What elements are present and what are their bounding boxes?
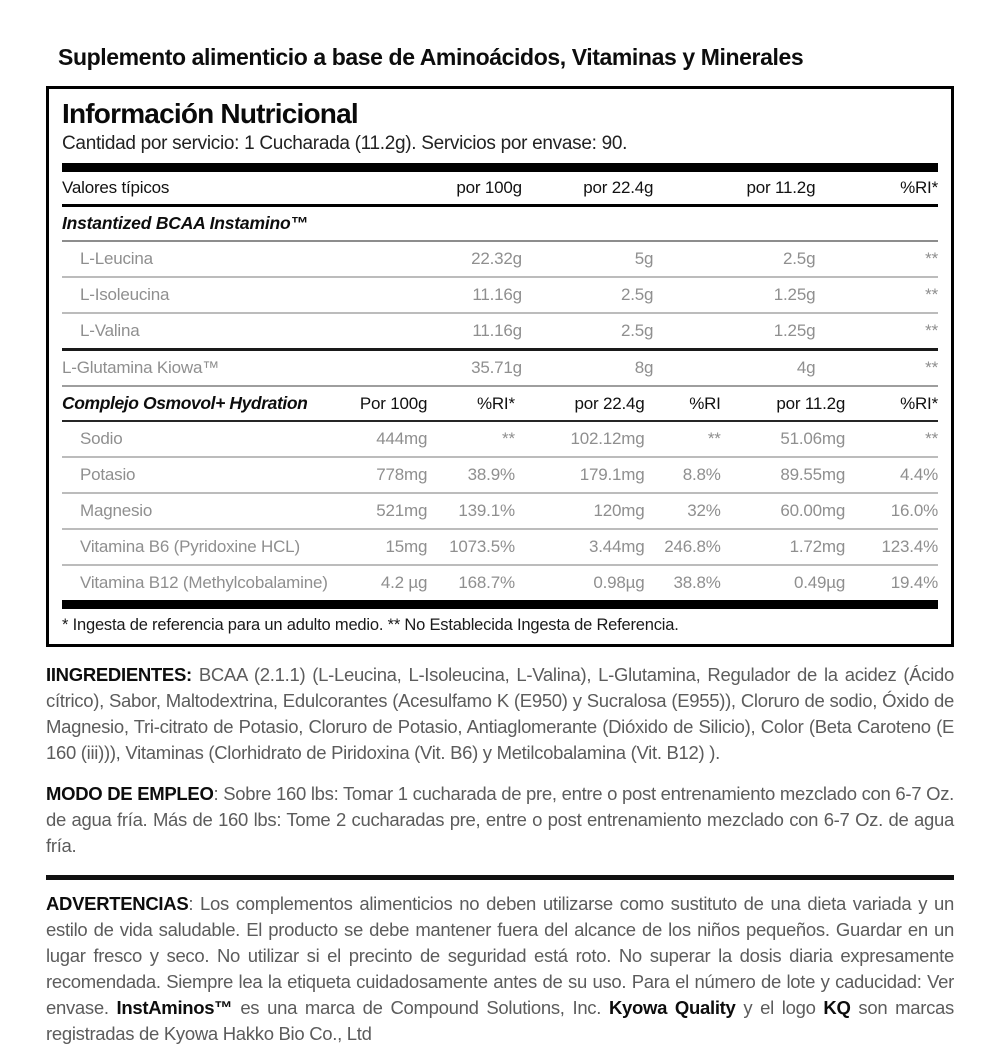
nutrient-value: 1.25g <box>653 277 815 313</box>
nutrient-value: 89.55mg <box>721 457 845 493</box>
nutrient-value: 1.72mg <box>721 529 845 565</box>
column-header-per-11g: por 11.2g <box>653 172 815 206</box>
nutrient-ri: 1073.5% <box>427 529 515 565</box>
section-title-bcaa: Instantized BCAA Instamino™ <box>62 206 938 242</box>
hydration-section-table <box>62 387 938 600</box>
table-row-potasio <box>62 457 938 493</box>
table-header-row <box>62 172 938 206</box>
nutrient-value: 35.71g <box>360 350 522 387</box>
nutrient-ri: 139.1% <box>427 493 515 529</box>
nutrient-label: L-Valina <box>62 313 360 350</box>
nutrient-value: 2.5g <box>653 241 815 277</box>
nutrient-ri: ** <box>815 241 938 277</box>
nutrient-value: 0.49µg <box>793 573 846 592</box>
thick-divider-top <box>62 163 938 172</box>
warnings-text: es una marca de Compound Solutions, Inc. <box>232 997 609 1018</box>
section-header-hydration <box>62 387 938 421</box>
column-header-typical-values: Valores típicos <box>62 172 360 206</box>
column-header-per-11g: por 11.2g <box>721 387 845 421</box>
nutrient-value: 2.5g <box>522 277 653 313</box>
column-header-per-22g: por 22.4g <box>515 387 645 421</box>
brand-kq: KQ <box>823 997 851 1018</box>
nutrient-value: 179.1mg <box>515 457 645 493</box>
nutrient-label: L-Glutamina Kiowa™ <box>62 350 360 387</box>
nutrient-value: 51.06mg <box>721 421 845 457</box>
column-header-per-22g: por 22.4g <box>522 172 653 206</box>
nutrient-value: 5g <box>522 241 653 277</box>
usage-text: : Sobre 160 lbs: Tomar 1 cucharada de pre, entre o post entrenamiento mezclado con 6-7 Oz. de agua fría. Más de 160 lbs: Tome 2 cucharadas pre, entre o post entrenamiento mezclado con 6-7 Oz. de agua fría. <box>46 783 954 856</box>
section-title-hydration: Complejo Osmovol+ Hydration <box>62 387 307 421</box>
reference-footnote: * Ingesta de referencia para un adulto medio. ** No Establecida Ingesta de Referencia. <box>62 616 679 634</box>
column-header-ri: %RI* <box>845 387 938 421</box>
usage-heading: MODO DE EMPLEO <box>46 783 214 804</box>
nutrient-label: L-Isoleucina <box>62 277 360 313</box>
warnings-text: : Los complementos alimenticios no deben utilizarse como sustituto de una dieta variada y un estilo de vida saludable. El producto se debe mantener fuera del alcance de los niños pequeños. Guardar en un lugar fresco y seco. No utilizar si el precinto de seguridad está roto. No superar la dosis diaria expresamente recomendada. Siempre lea la etiqueta cuidadosamente antes de su uso. Para el número de lote y caducidad: Ver envase. <box>46 893 954 1018</box>
nutrient-ri: 123.4% <box>845 529 938 565</box>
nutrient-ri: 32% <box>645 493 721 529</box>
nutrition-facts-panel <box>46 86 954 647</box>
brand-instaminos: InstAminos™ <box>116 997 233 1018</box>
nutrient-ri: 38.9% <box>427 457 515 493</box>
brand-kyowa-quality: Kyowa Quality <box>608 997 736 1018</box>
nutrient-value: 521mg <box>307 493 427 529</box>
nutrient-value: 444mg <box>307 421 427 457</box>
warnings-heading: ADVERTENCIAS <box>46 893 189 914</box>
table-row-vitamina-b12 <box>62 565 938 600</box>
thick-divider-bottom <box>62 600 938 609</box>
nutrient-value: 15mg <box>307 529 427 565</box>
table-row-vitamina-b6 <box>62 529 938 565</box>
usage-paragraph <box>46 781 954 859</box>
nutrient-value: 1.25g <box>653 313 815 350</box>
nutrient-label: L-Leucina <box>62 241 360 277</box>
bcaa-section-table <box>62 172 938 387</box>
nutrient-ri: ** <box>815 350 938 387</box>
nutrient-ri: 4.4% <box>845 457 938 493</box>
column-header-ri: %RI <box>645 387 721 421</box>
nutrient-ri: 246.8% <box>645 529 721 565</box>
column-header-per-100g: por 100g <box>360 172 522 206</box>
nutrient-label: Vitamina B12 (Methylcobalamine) <box>80 573 328 592</box>
nutrient-ri: ** <box>815 313 938 350</box>
nutrient-ri: ** <box>645 421 721 457</box>
warnings-text: son marcas registradas de Kyowa Hakko Bio Co., Ltd <box>46 997 954 1044</box>
section-divider <box>46 875 954 880</box>
nutrient-ri: ** <box>427 421 515 457</box>
nutrient-value: 22.32g <box>360 241 522 277</box>
nutrient-label: Potasio <box>62 457 307 493</box>
nutrient-label: Vitamina B6 (Pyridoxine HCL) <box>62 529 307 565</box>
ingredients-text: BCAA (2.1.1) (L-Leucina, L-Isoleucina, L-Valina), L-Glutamina, Regulador de la acidez (Ácido cítrico), Sabor, Maltodextrina, Edulcorantes (Acesulfamo K (E950) y Sucralosa (E955)), Cloruro de sodio, Óxido de Magnesio, Tri-citrato de Potasio, Cloruro de Potasio, Antiaglomerante (Dióxido de Silicio), Color (Beta Caroteno (E 160 (iii))), Vitaminas (Clorhidrato de Piridoxina (Vit. B6) y Metilcobalamina (Vit. B12) ). <box>46 664 954 763</box>
nutrient-value: 102.12mg <box>515 421 645 457</box>
serving-info: Cantidad por servicio: 1 Cucharada (11.2g). Servicios por envase: 90. <box>62 133 628 154</box>
nutrient-value: 4g <box>653 350 815 387</box>
warnings-text: y el logo <box>735 997 824 1018</box>
table-row-magnesio <box>62 493 938 529</box>
ingredients-heading: IINGREDIENTES: <box>46 664 192 685</box>
nutrient-value: 60.00mg <box>721 493 845 529</box>
nutrient-ri: 8.8% <box>645 457 721 493</box>
section-header-bcaa <box>62 206 938 242</box>
nutrient-label: Sodio <box>62 421 307 457</box>
table-row-valina <box>62 313 938 350</box>
nutrient-value: 2.5g <box>522 313 653 350</box>
panel-title: Información Nutricional <box>62 98 358 129</box>
product-subtitle: Suplemento alimenticio a base de Aminoácidos, Vitaminas y Minerales <box>58 44 804 70</box>
nutrient-ri: ** <box>815 277 938 313</box>
column-header-ri: %RI* <box>427 387 515 421</box>
table-row-isoleucina <box>62 277 938 313</box>
nutrient-value: 11.16g <box>360 313 522 350</box>
nutrient-label: Magnesio <box>62 493 307 529</box>
ingredients-paragraph <box>46 662 954 766</box>
nutrient-ri: 19.4% <box>890 573 938 592</box>
nutrient-value: 0.98µg <box>593 573 645 592</box>
nutrient-ri: 38.8% <box>673 573 721 592</box>
nutrient-ri: 16.0% <box>845 493 938 529</box>
nutrient-value: 8g <box>522 350 653 387</box>
warnings-paragraph <box>46 891 954 1047</box>
nutrient-value: 4.2 µg <box>380 573 428 592</box>
nutrient-ri: 168.7% <box>458 573 515 592</box>
nutrient-value: 120mg <box>515 493 645 529</box>
table-row-leucina <box>62 241 938 277</box>
nutrient-ri: ** <box>845 421 938 457</box>
table-row-sodio <box>62 421 938 457</box>
nutrient-value: 3.44mg <box>515 529 645 565</box>
column-header-ri: %RI* <box>815 172 938 206</box>
table-row-glutamina <box>62 350 938 387</box>
nutrient-value: 778mg <box>307 457 427 493</box>
column-header-per-100g: Por 100g <box>307 387 427 421</box>
nutrient-value: 11.16g <box>360 277 522 313</box>
